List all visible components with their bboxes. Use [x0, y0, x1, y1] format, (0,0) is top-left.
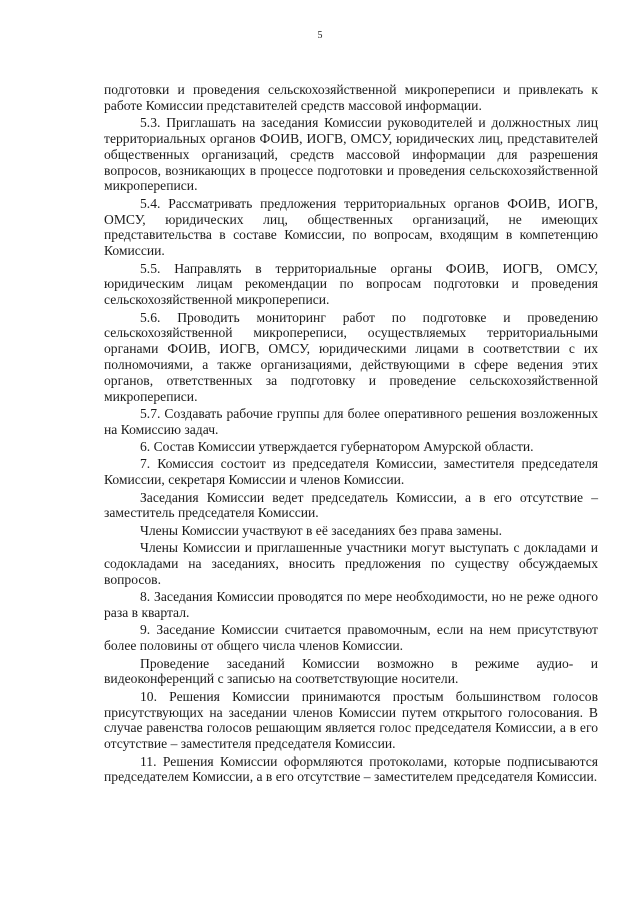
paragraph-5-5: 5.5. Направлять в территориальные органы ФОИВ, ИОГВ, ОМСУ, юридическим лицам рекомендации по вопросам подготовки и проведения сельскохозяйственной микропереписи. [104, 260, 598, 308]
paragraph-9: 9. Заседание Комиссии считается правомочным, если на нем присутствуют более половины от общего числа членов Комиссии. [104, 622, 598, 654]
paragraph-11: 11. Решения Комиссии оформляются протоколами, которые подписываются председателем Комиссии, а в его отсутствие – заместителем председателя Комиссии. [104, 753, 598, 785]
paragraph-6: 6. Состав Комиссии утверждается губернатором Амурской области. [140, 439, 534, 455]
paragraph-7: 7. Комиссия состоит из председателя Комиссии, заместителя председателя Комиссии, секретаря Комиссии и членов Комиссии. [104, 456, 598, 488]
paragraph-5-4: 5.4. Рассматривать предложения территориальных органов ФОИВ, ИОГВ, ОМСУ, юридических лиц, общественных организаций, не имеющих представительства в составе Комиссии, по вопросам, входящим в компетенцию Комиссии. [104, 195, 598, 259]
paragraph-8: 8. Заседания Комиссии проводятся по мере необходимости, но не реже одного раза в квартал. [104, 589, 598, 621]
paragraph-5-7: 5.7. Создавать рабочие группы для более оперативного решения возложенных на Комиссию задач. [104, 405, 598, 437]
paragraph-continuation: подготовки и проведения сельскохозяйственной микропереписи и привлекать к работе Комиссии представителей средств массовой информации. [104, 82, 598, 113]
paragraph-5-6: 5.6. Проводить мониторинг работ по подготовке и проведению сельскохозяйственной микропереписи, осуществляемых территориальными органами ФОИВ, ИОГВ, ОМСУ, юридическими лицами в соответствии с их полномочиями, а также организациями, действующими в сфере ведения этих органов, ответственных за подготовку и проведение сельскохозяйственной микропереписи. [104, 309, 598, 404]
document-body [104, 82, 598, 787]
paragraph-5-3: 5.3. Приглашать на заседания Комиссии руководителей и должностных лиц территориальных органов ФОИВ, ИОГВ, ОМСУ, юридических лиц, представителей общественных организаций, средств массовой информации для разрешения вопросов, возникающих в процессе подготовки и проведения сельскохозяйственной микропереписи. [104, 115, 598, 194]
paragraph-7-speakers: Члены Комиссии и приглашенные участники могут выступать с докладами и содокладами на заседаниях, вносить предложения по существу обсуждаемых вопросов. [104, 540, 598, 587]
paragraph-7-chair: Заседания Комиссии ведет председатель Комиссии, а в его отсутствие – заместитель председателя Комиссии. [104, 489, 598, 521]
paragraph-10: 10. Решения Комиссии принимаются простым большинством голосов присутствующих на заседании членов Комиссии путем открытого голосования. В случае равенства голосов решающим является голос председателя Комиссии, а в его отсутствие – заместителя председателя Комиссии. [104, 688, 598, 752]
page-number: 5 [317, 30, 323, 41]
paragraph-9-conference: Проведение заседаний Комиссии возможно в режиме аудио- и видеоконференций с записью на соответствующие носители. [104, 655, 598, 687]
paragraph-7-members: Члены Комиссии участвуют в её заседаниях без права замены. [140, 522, 502, 538]
